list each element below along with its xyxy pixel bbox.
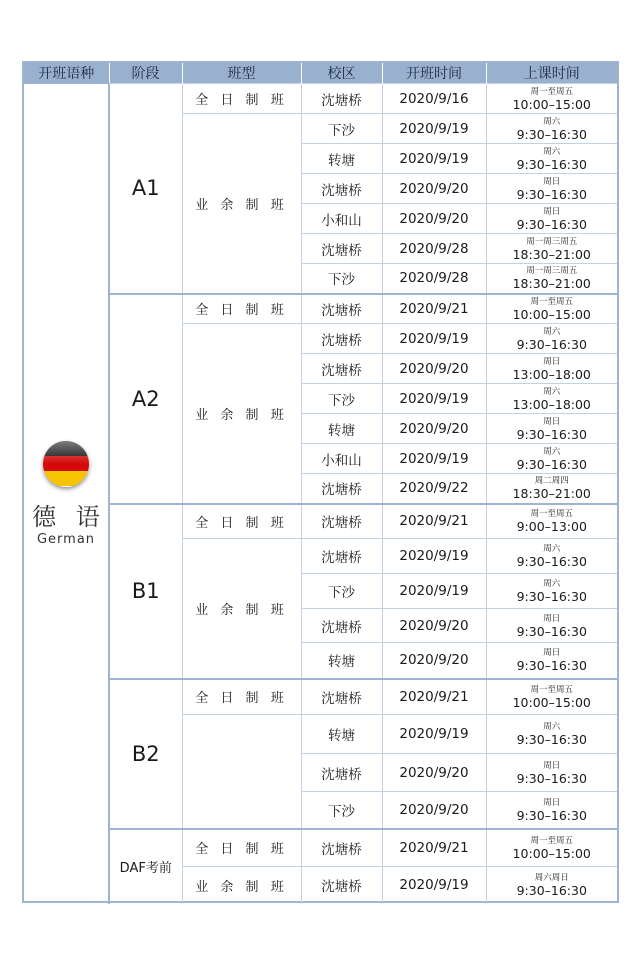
germany-flag-icon: [43, 441, 89, 487]
class-time-cell: [486, 84, 617, 114]
class-days: 周六: [543, 446, 561, 457]
schedule-table-frame: [22, 61, 619, 903]
class-days: 周日: [543, 176, 561, 187]
class-days: 周一至周五: [530, 296, 573, 307]
start-date-cell: 2020/9/16: [382, 84, 486, 114]
class-days: 周六: [543, 116, 561, 127]
class-type-cell: 业 余 制 班: [182, 539, 301, 679]
table-row: [24, 829, 617, 867]
class-days: 周六: [543, 579, 561, 589]
campus-cell: 沈塘桥: [301, 754, 382, 792]
start-date-cell: 2020/9/21: [382, 679, 486, 715]
start-date-cell: 2020/9/19: [382, 384, 486, 414]
start-date-cell: 2020/9/21: [382, 504, 486, 539]
start-date-cell: 2020/9/20: [382, 792, 486, 829]
table-row: [24, 84, 617, 114]
class-hours: 9:30–16:30: [516, 589, 587, 604]
campus-cell: 沈塘桥: [301, 539, 382, 574]
stage-cell: A1: [109, 84, 182, 294]
class-days: 周日: [543, 760, 561, 771]
class-days: 周一至周五: [530, 86, 573, 97]
class-hours: 18:30–21:00: [512, 246, 591, 262]
start-date-cell: 2020/9/19: [382, 144, 486, 174]
class-time-cell: [486, 643, 617, 679]
class-days: 周日: [543, 356, 561, 367]
class-hours: 18:30–21:00: [512, 276, 591, 292]
class-time-cell: [486, 144, 617, 174]
class-days: 周二周四: [534, 476, 569, 487]
class-type-cell: 业 余 制 班: [182, 867, 301, 904]
campus-cell: 沈塘桥: [301, 174, 382, 204]
class-type-cell: [182, 715, 301, 829]
class-time-cell: [486, 174, 617, 204]
start-date-cell: 2020/9/28: [382, 264, 486, 294]
start-date-cell: 2020/9/19: [382, 324, 486, 354]
class-days: 周一周三周五: [526, 266, 578, 277]
stage-cell: B2: [109, 679, 182, 829]
class-hours: 13:00–18:00: [512, 396, 591, 412]
class-type-cell: 全 日 制 班: [182, 294, 301, 324]
language-name-en: German: [36, 531, 96, 547]
class-type-cell: 全 日 制 班: [182, 504, 301, 539]
start-date-cell: 2020/9/21: [382, 829, 486, 867]
class-time-cell: [486, 679, 617, 715]
start-date-cell: 2020/9/20: [382, 643, 486, 679]
campus-cell: 沈塘桥: [301, 474, 382, 504]
class-days: 周日: [543, 416, 561, 427]
campus-cell: 转塘: [301, 643, 382, 679]
campus-cell: 沈塘桥: [301, 354, 382, 384]
class-hours: 9:30–16:30: [516, 554, 587, 569]
class-hours: 9:00–13:00: [516, 519, 587, 535]
campus-cell: 下沙: [301, 384, 382, 414]
class-type-cell: 全 日 制 班: [182, 679, 301, 715]
class-days: 周日: [543, 613, 561, 624]
header-class-time: 上课时间: [486, 63, 617, 84]
schedule-table: [24, 63, 617, 904]
start-date-cell: 2020/9/20: [382, 609, 486, 643]
class-time-cell: [486, 234, 617, 264]
campus-cell: 下沙: [301, 114, 382, 144]
class-type-cell: 全 日 制 班: [182, 829, 301, 867]
class-time-cell: [486, 792, 617, 829]
class-days: 周日: [543, 206, 561, 217]
start-date-cell: 2020/9/20: [382, 174, 486, 204]
start-date-cell: 2020/9/20: [382, 204, 486, 234]
class-time-cell: [486, 294, 617, 324]
language-cell: [24, 84, 109, 904]
class-hours: 9:30–16:30: [516, 883, 587, 899]
class-days: 周六: [543, 386, 561, 397]
start-date-cell: 2020/9/20: [382, 354, 486, 384]
stage-cell: DAF考前: [109, 829, 182, 904]
class-time-cell: [486, 715, 617, 754]
class-time-cell: [486, 204, 617, 234]
class-time-cell: [486, 867, 617, 904]
class-time-cell: [486, 264, 617, 294]
start-date-cell: 2020/9/19: [382, 444, 486, 474]
start-date-cell: 2020/9/20: [382, 754, 486, 792]
class-hours: 10:00–15:00: [512, 96, 591, 112]
stage-cell: A2: [109, 294, 182, 504]
class-hours: 9:30–16:30: [516, 807, 587, 823]
table-row: [24, 294, 617, 324]
start-date-cell: 2020/9/19: [382, 574, 486, 609]
class-time-cell: [486, 354, 617, 384]
class-days: 周一至周五: [530, 835, 573, 846]
class-time-cell: [486, 414, 617, 444]
start-date-cell: 2020/9/19: [382, 867, 486, 904]
class-time-cell: [486, 114, 617, 144]
start-date-cell: 2020/9/22: [382, 474, 486, 504]
campus-cell: 沈塘桥: [301, 324, 382, 354]
class-time-cell: [486, 384, 617, 414]
campus-cell: 下沙: [301, 574, 382, 609]
class-hours: 9:30–16:30: [516, 732, 587, 747]
class-hours: 9:30–16:30: [516, 156, 587, 172]
start-date-cell: 2020/9/19: [382, 114, 486, 144]
class-days: 周六周日: [534, 873, 569, 884]
table-row: [24, 679, 617, 715]
class-hours: 9:30–16:30: [516, 623, 587, 639]
campus-cell: 小和山: [301, 204, 382, 234]
stage-cell: B1: [109, 504, 182, 679]
campus-cell: 转塘: [301, 414, 382, 444]
campus-cell: 沈塘桥: [301, 234, 382, 264]
class-hours: 18:30–21:00: [512, 486, 591, 502]
header-class-type: 班型: [182, 63, 301, 84]
class-hours: 10:00–15:00: [512, 306, 591, 322]
class-hours: 9:30–16:30: [516, 456, 587, 472]
campus-cell: 沈塘桥: [301, 294, 382, 324]
start-date-cell: 2020/9/19: [382, 539, 486, 574]
table-row: [24, 504, 617, 539]
class-time-cell: [486, 829, 617, 867]
campus-cell: 转塘: [301, 144, 382, 174]
header-stage: 阶段: [109, 63, 182, 84]
class-time-cell: [486, 444, 617, 474]
start-date-cell: 2020/9/19: [382, 715, 486, 754]
class-days: 周六: [543, 326, 561, 337]
class-days: 周六: [543, 722, 561, 732]
start-date-cell: 2020/9/28: [382, 234, 486, 264]
class-hours: 10:00–15:00: [512, 845, 591, 861]
language-name-cn: 德 语: [32, 502, 106, 531]
campus-cell: 小和山: [301, 444, 382, 474]
class-days: 周一周三周五: [526, 236, 578, 247]
class-hours: 9:30–16:30: [516, 426, 587, 442]
start-date-cell: 2020/9/21: [382, 294, 486, 324]
class-time-cell: [486, 609, 617, 643]
header-start-date: 开班时间: [382, 63, 486, 84]
class-hours: 10:00–15:00: [512, 694, 591, 710]
class-days: 周一至周五: [530, 684, 573, 695]
class-hours: 9:30–16:30: [516, 336, 587, 352]
header-row: [24, 63, 617, 84]
class-time-cell: [486, 474, 617, 504]
campus-cell: 沈塘桥: [301, 829, 382, 867]
class-time-cell: [486, 324, 617, 354]
class-hours: 9:30–16:30: [516, 658, 587, 674]
class-days: 周六: [543, 146, 561, 157]
campus-cell: 沈塘桥: [301, 609, 382, 643]
class-days: 周日: [543, 797, 561, 808]
campus-cell: 下沙: [301, 264, 382, 294]
class-type-cell: 业 余 制 班: [182, 114, 301, 294]
class-hours: 9:30–16:30: [516, 216, 587, 232]
header-campus: 校区: [301, 63, 382, 84]
class-type-cell: 业 余 制 班: [182, 324, 301, 504]
class-hours: 9:30–16:30: [516, 126, 587, 142]
class-hours: 9:30–16:30: [516, 770, 587, 786]
class-days: 周一至周五: [530, 509, 573, 520]
campus-cell: 沈塘桥: [301, 84, 382, 114]
class-time-cell: [486, 504, 617, 539]
header-language: 开班语种: [24, 63, 109, 84]
class-hours: 9:30–16:30: [516, 186, 587, 202]
class-days: 周六: [543, 544, 561, 554]
campus-cell: 沈塘桥: [301, 867, 382, 904]
class-type-cell: 全 日 制 班: [182, 84, 301, 114]
campus-cell: 沈塘桥: [301, 679, 382, 715]
class-days: 周日: [543, 648, 561, 659]
start-date-cell: 2020/9/20: [382, 414, 486, 444]
campus-cell: 下沙: [301, 792, 382, 829]
class-time-cell: [486, 574, 617, 609]
class-time-cell: [486, 539, 617, 574]
campus-cell: 转塘: [301, 715, 382, 754]
class-time-cell: [486, 754, 617, 792]
class-hours: 13:00–18:00: [512, 366, 591, 382]
campus-cell: 沈塘桥: [301, 504, 382, 539]
